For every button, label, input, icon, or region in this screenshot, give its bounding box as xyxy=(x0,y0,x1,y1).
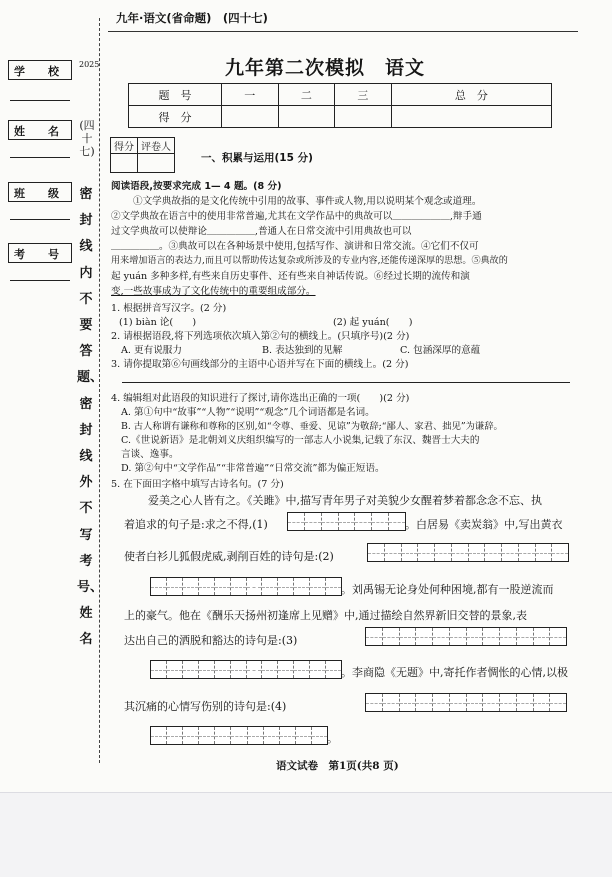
question-4-option-d: D. 第②句中“文学作品”“非常普遍”“日常交流”都为偏正短语。 xyxy=(121,463,385,474)
poem-answer-grid-3b[interactable] xyxy=(150,660,342,679)
poem-line: 。 xyxy=(327,732,338,745)
passage-line: 用来增加语言的表达力,而且可以帮助传达复杂或所涉及的专业内容,还能传递深厚的思想。⑤典故的 xyxy=(111,256,508,266)
school-write-line xyxy=(10,100,70,101)
passage-line-underlined: 变,一些故事成为了文化传统中的重要组成部分。 xyxy=(111,286,316,297)
poem-answer-grid-2b[interactable] xyxy=(150,577,342,596)
grader-score-label: 得分 xyxy=(111,138,138,154)
sidebar-series: (四十七) xyxy=(79,119,95,158)
passage-line: 过文学典故可以使辩论＿＿＿＿＿,普通人在日常交流中引用典故也可以 xyxy=(111,226,412,237)
poem-answer-grid-3a[interactable] xyxy=(365,627,567,646)
poem-line: 。李商隐《无题》中,寄托作者惆怅的心情,以极 xyxy=(341,666,568,679)
passage-line: ＿＿＿＿＿。③典故可以在各种场景中使用,包括写作、演讲和日常交流。④它们不仅可 xyxy=(111,241,479,252)
score-header-cell: 总 分 xyxy=(391,84,551,106)
poem-line: 。刘禹锡无论身处何种困境,都有一股逆流而 xyxy=(341,583,554,596)
name-label-box: 姓 名 xyxy=(8,120,72,140)
poem-line: 爱美之心人皆有之。《关雎》中,描写青年男子对美貌少女醒着梦着都念念不忘、执 xyxy=(148,494,542,507)
score-header-cell: 一 xyxy=(222,84,279,106)
question-5: 5. 在下面田字格中填写古诗名句。(7 分) xyxy=(111,479,284,490)
question-4: 4. 编辑组对此语段的知识进行了探讨,请你选出正确的一项( )(2 分) xyxy=(111,393,410,404)
class-label-box: 班 级 xyxy=(8,182,72,202)
poem-line: 上的豪气。他在《酬乐天扬州初逢席上见赠》中,通过描绘自然界新旧交替的景象,表 xyxy=(124,609,527,622)
question-1-b: (2) 起 yuán( ) xyxy=(333,317,413,328)
question-1: 1. 根据拼音写汉字。(2 分) xyxy=(111,303,227,314)
question-4-option-c: C.《世说新语》是北朝刘义庆组织编写的一部志人小说集,记载了东汉、魏晋士大夫的 xyxy=(121,435,480,446)
question-2-option-b: B. 表达独到的见解 xyxy=(262,345,343,356)
score-header-cell: 三 xyxy=(335,84,392,106)
seal-line-text: 密封线内不要答题、密封线外不写考号、姓名 xyxy=(77,187,104,648)
question-2-option-a: A. 更有说服力 xyxy=(121,345,182,356)
score-cell xyxy=(335,106,392,128)
question-3-answer-line[interactable] xyxy=(122,382,570,383)
question-2: 2. 请根据语段,将下列选项依次填入第②句的横线上。(只填序号)(2 分) xyxy=(111,331,410,342)
school-label-box: 学 校 xyxy=(8,60,72,80)
score-cell xyxy=(391,106,551,128)
grader-score-cell xyxy=(111,154,138,173)
name-write-line xyxy=(10,157,70,158)
grader-reviewer-cell xyxy=(138,154,175,173)
poem-answer-grid-2a[interactable] xyxy=(367,543,569,562)
reading-intro: 阅读语段,按要求完成 1— 4 题。(8 分) xyxy=(111,181,282,192)
page-title: 九年第二次模拟 语文 xyxy=(225,57,426,79)
score-header-cell: 题 号 xyxy=(129,84,222,106)
question-4-option-a: A. 第①句中“故事”“人物”“说明”“观念”几个词语都是名词。 xyxy=(121,407,375,418)
question-3: 3. 请你提取第⑥句画线部分的主语中心语并写在下面的横线上。(2 分) xyxy=(111,359,409,370)
question-4-option-b: B. 古人称谓有谦称和尊称的区别,如“令尊、垂爱、见谅”为敬辞;“鄙人、家君、拙见”为谦辞。 xyxy=(121,421,503,432)
passage-line: ②文学典故在语言中的使用非常普遍,尤其在文学作品中的典故可以＿＿＿＿＿＿,辩手通 xyxy=(111,211,482,222)
score-table xyxy=(128,83,552,128)
score-cell xyxy=(222,106,279,128)
running-title: 九年·语文(省命题) (四十七) xyxy=(116,11,268,25)
page-footer: 语文试卷 第1页(共8 页) xyxy=(276,760,399,772)
poem-line: 着追求的句子是:求之不得,(1) xyxy=(124,518,268,531)
seal-dashed-line xyxy=(99,18,100,763)
poem-answer-grid-4b[interactable] xyxy=(150,726,328,745)
question-4-option-c-cont: 言谈、逸事。 xyxy=(121,449,179,460)
poem-line: 其沉痛的心情写伤别的诗句是:(4) xyxy=(124,700,287,713)
question-2-option-c: C. 包涵深厚的意蕴 xyxy=(400,345,481,356)
grader-box xyxy=(110,137,175,173)
poem-line: 达出自己的洒脱和豁达的诗句是:(3) xyxy=(124,634,298,647)
sidebar-year: 2025 xyxy=(79,60,100,69)
viewer-background xyxy=(0,792,612,877)
poem-answer-grid-1a[interactable] xyxy=(287,512,406,531)
score-header-cell: 二 xyxy=(278,84,335,106)
question-1-a: (1) biàn 论( ) xyxy=(119,317,197,328)
poem-line: 。白居易《卖炭翁》中,写出黄衣 xyxy=(405,518,563,531)
poem-answer-grid-4a[interactable] xyxy=(365,693,567,712)
section-title: 一、积累与运用(15 分) xyxy=(201,152,313,164)
exam-no-label-box: 考 号 xyxy=(8,243,72,263)
score-cell xyxy=(278,106,335,128)
poem-line: 使者白衫儿狐假虎威,剥削百姓的诗句是:(2) xyxy=(124,550,334,563)
exam-no-write-line xyxy=(10,280,70,281)
score-row-label: 得 分 xyxy=(129,106,222,128)
passage-line: 起 yuán 多种多样,有些来自历史事件、还有些来自神话传说。⑥经过长期的流传和演 xyxy=(111,271,470,282)
passage-line: ①文学典故指的是文化传统中引用的故事、事件或人物,用以说明某个观念或道理。 xyxy=(133,196,482,207)
header-rule xyxy=(108,31,578,32)
class-write-line xyxy=(10,219,70,220)
grader-reviewer-label: 评卷人 xyxy=(138,138,175,154)
